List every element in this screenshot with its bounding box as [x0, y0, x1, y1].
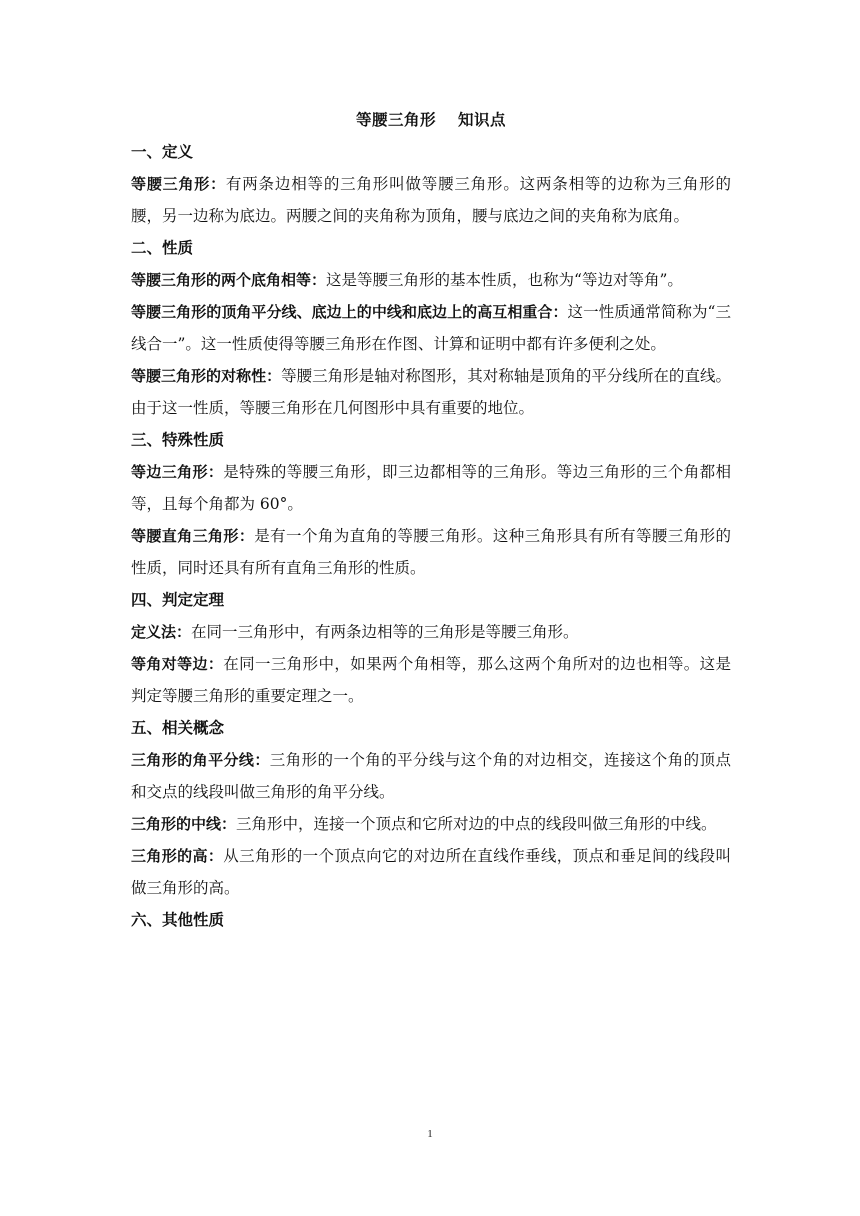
- paragraph: [131, 456, 731, 520]
- paragraph: [131, 648, 731, 712]
- term-label: 等腰三角形的两个底角相等：: [131, 271, 327, 289]
- term-label: 等角对等边：: [131, 655, 224, 673]
- title-sub: 知识点: [458, 110, 507, 129]
- page-number: 1: [427, 1128, 433, 1140]
- section-heading-special-properties: 三、特殊性质: [131, 430, 225, 449]
- paragraph-text: 这一性质通常简称为“三线合一”。这一性质使得等腰三角形在作图、计算和证明中都有许多便利之处。: [131, 303, 731, 353]
- term-label: 等腰三角形：: [131, 175, 226, 193]
- document-body: [131, 104, 731, 936]
- term-label: 定义法：: [131, 623, 192, 641]
- term-label: 等腰三角形的顶角平分线、底边上的中线和底边上的高互相重合：: [131, 303, 568, 321]
- paragraph: [131, 296, 731, 360]
- title-main: 等腰三角形: [355, 110, 436, 129]
- paragraph-text: 在同一三角形中，如果两个角相等，那么这两个角所对的边也相等。这是判定等腰三角形的重要定理之一。: [131, 655, 731, 705]
- term-label: 三角形的高：: [131, 847, 224, 865]
- paragraph-text: 从三角形的一个顶点向它的对边所在直线作垂线，顶点和垂足间的线段叫做三角形的高。: [131, 847, 731, 897]
- paragraph: [131, 744, 731, 808]
- section-heading-properties: 二、性质: [131, 238, 194, 257]
- paragraph-text: 在同一三角形中，有两条边相等的三角形是等腰三角形。: [191, 623, 579, 641]
- section-heading-definition: 一、定义: [131, 142, 194, 161]
- paragraph: [131, 360, 731, 424]
- paragraph-text: 是特殊的等腰三角形，即三边都相等的三角形。等边三角形的三个角都相等，且每个角都为 60°。: [131, 463, 731, 513]
- term-label: 等腰三角形的对称性：: [131, 367, 282, 385]
- term-label: 等边三角形：: [131, 463, 224, 481]
- section-heading-other-properties: 六、其他性质: [131, 910, 225, 929]
- paragraph: [131, 168, 731, 232]
- term-label: 三角形的角平分线：: [131, 751, 270, 769]
- paragraph-text: 等腰三角形是轴对称图形，其对称轴是顶角的平分线所在的直线。由于这一性质，等腰三角形在几何图形中具有重要的地位。: [131, 367, 731, 417]
- paragraph: [131, 808, 731, 840]
- paragraph: [131, 520, 731, 584]
- paragraph-text: 三角形中，连接一个顶点和它所对边的中点的线段叫做三角形的中线。: [236, 815, 717, 833]
- paragraph-text: 是有一个角为直角的等腰三角形。这种三角形具有所有等腰三角形的性质，同时还具有所有直角三角形的性质。: [131, 527, 731, 577]
- document-title: [131, 104, 731, 136]
- paragraph: [131, 840, 731, 904]
- section-heading-related-concepts: 五、相关概念: [131, 718, 225, 737]
- term-label: 三角形的中线：: [131, 815, 237, 833]
- section-heading-criteria: 四、判定定理: [131, 590, 225, 609]
- paragraph-text: 这是等腰三角形的基本性质，也称为“等边对等角”。: [326, 271, 683, 289]
- paragraph-text: 三角形的一个角的平分线与这个角的对边相交，连接这个角的顶点和交点的线段叫做三角形的角平分线。: [131, 751, 731, 801]
- paragraph: [131, 264, 731, 296]
- term-label: 等腰直角三角形：: [131, 527, 255, 545]
- paragraph: [131, 616, 731, 648]
- paragraph-text: 有两条边相等的三角形叫做等腰三角形。这两条相等的边称为三角形的腰，另一边称为底边。两腰之间的夹角称为顶角，腰与底边之间的夹角称为底角。: [131, 175, 731, 225]
